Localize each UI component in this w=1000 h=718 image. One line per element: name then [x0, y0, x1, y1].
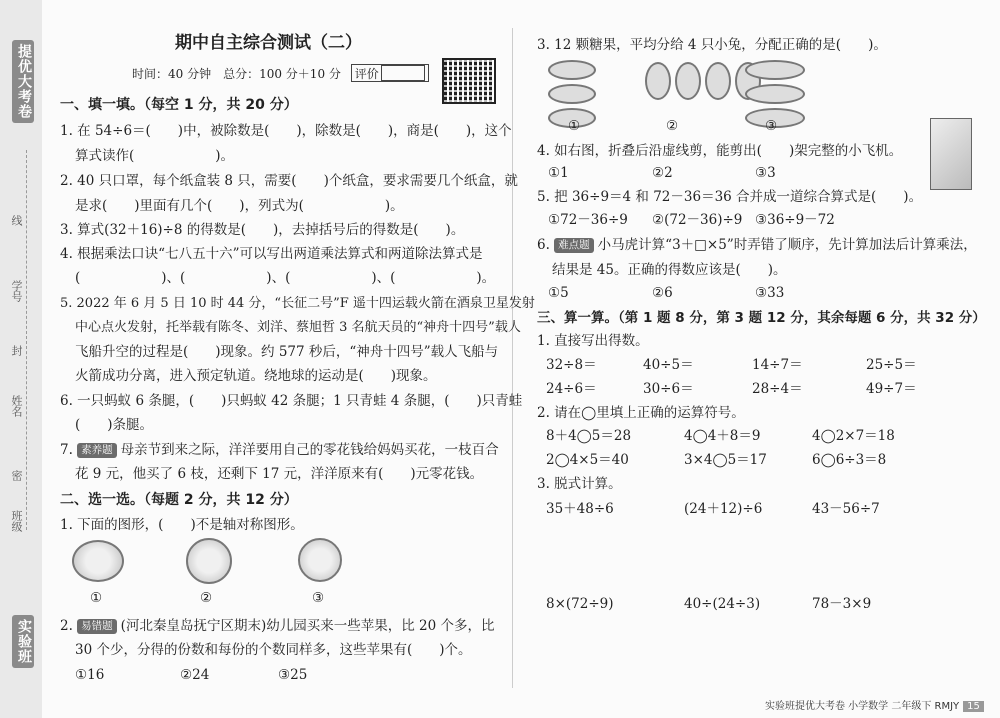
q1-line2: 算式读作( )。: [75, 148, 235, 164]
c4-option-3: ③3: [755, 165, 776, 181]
c1-option-3: ③: [312, 590, 325, 606]
q3: 3. 算式(32＋16)÷8 的得数是( )，去掉括号后的得数是( )。: [60, 222, 465, 238]
score-field: [381, 65, 425, 81]
q7-tag: 素养题: [77, 443, 117, 458]
folded-paper-plane-icon: [930, 118, 972, 190]
score-label: 评价: [354, 67, 379, 81]
mercedes-logo-icon: [186, 538, 232, 584]
c6-line1: [537, 237, 977, 253]
section-2-heading: 二、选一选。（每题 2 分，共 12 分）: [60, 492, 298, 508]
side-label-xuehao: 学号: [10, 280, 23, 302]
column-divider: [512, 28, 513, 688]
q7-text: 母亲节到来之际，洋洋要用自己的零花钱给妈妈买花，一枝百合: [120, 442, 499, 458]
d3-r2-c3: 78－3×9: [812, 596, 872, 612]
qr-code-icon: [442, 58, 496, 104]
page-title: 期中自主综合测试（二）: [175, 33, 362, 53]
section-3-heading: 三、算一算。（第 1 题 8 分，第 3 题 12 分，其余每题 6 分，共 32 分）: [537, 310, 986, 326]
q7-number: 7.: [60, 442, 78, 458]
q1-line1: 1. 在 54÷6＝( )中，被除数是( )，除数是( )，商是( )，这个: [60, 123, 512, 139]
c6-tag: 难点题: [554, 238, 594, 253]
d3-r2-c1: 8×(72÷9): [546, 596, 614, 612]
score-box: [351, 64, 429, 82]
c4-text: 4. 如右图，折叠后沿虚线剪，能剪出( )架完整的小飞机。: [537, 143, 903, 159]
c3-option-3: ③: [765, 118, 778, 134]
c4-option-2: ②2: [652, 165, 673, 181]
c2-number: 2.: [60, 618, 78, 634]
d2-r2-c2: 3×4◯5＝17: [684, 452, 767, 468]
c1-text: 1. 下面的图形，( )不是轴对称图形。: [60, 517, 304, 533]
q5-line4: 火箭成功分离，进入预定轨道。绕地球的运动是( )现象。: [75, 368, 437, 384]
d1-r2-c4: 49÷7＝: [866, 381, 917, 397]
q5-line1: 5. 2022 年 6 月 5 日 10 时 44 分，“长征二号”F 遥十四运载火箭在酒泉卫星发射: [60, 296, 535, 311]
c2-line1: [60, 618, 494, 634]
seal-line: [26, 150, 27, 530]
q6-line2: ( )条腿。: [75, 417, 154, 433]
d3-r1-c2: (24＋12)÷6: [684, 501, 763, 517]
c5-option-2: ②(72－36)÷9: [652, 212, 743, 228]
d1-r1-c4: 25÷5＝: [866, 357, 917, 373]
q7-line1: [60, 442, 499, 458]
q4-line1: 4. 根据乘法口诀“七八五十六”可以写出两道乘法算式和两道除法算式是: [60, 246, 483, 262]
q6-line1: 6. 一只蚂蚁 6 条腿，( )只蚂蚁 42 条腿；1 只青蛙 4 条腿，( )只青蛙: [60, 393, 523, 409]
c2-tag: 易错题: [77, 619, 117, 634]
c5-option-3: ③36÷9－72: [755, 212, 835, 228]
c6-line2: 结果是 45。正确的得数应该是( )。: [552, 262, 787, 278]
exam-meta: [132, 64, 429, 82]
side-label-xian: 线: [10, 215, 23, 226]
c6-option-1: ①5: [548, 285, 569, 301]
c2-option-1: ①16: [75, 667, 105, 683]
side-label-banji: 班级: [10, 510, 23, 532]
c2-text: (河北秦皇岛抚宁区期末)幼儿园买来一些苹果，比 20 个多，比: [120, 618, 495, 634]
c2-option-3: ③25: [278, 667, 308, 683]
d1-heading: 1. 直接写出得数。: [537, 333, 649, 349]
footer-text: 实验班提优大考卷 小学数学 二年级下 RMJY: [765, 701, 960, 712]
q4-line2: ( )、( )、( )、( )。: [75, 270, 496, 286]
d3-r1-c1: 35＋48÷6: [546, 501, 614, 517]
q5-line2: 中心点火发射，托举载有陈冬、刘洋、蔡旭哲 3 名航天员的“神舟十四号”载人: [75, 320, 521, 335]
d3-heading: 3. 脱式计算。: [537, 476, 622, 492]
c2-line2: 30 个少，分得的份数和每份的个数同样多，这些苹果有( )个。: [75, 642, 472, 658]
c6-text: 小马虎计算“3＋□×5”时弄错了顺序，先计算加法后计算乘法，: [597, 237, 977, 253]
page-footer: [765, 697, 984, 712]
toyota-logo-icon: [72, 540, 124, 582]
brand-logo-bottom: 实验班: [12, 615, 34, 668]
binding-strip: [0, 0, 42, 718]
d1-r2-c1: 24÷6＝: [546, 381, 597, 397]
d1-r1-c3: 14÷7＝: [752, 357, 803, 373]
c5-option-1: ①72－36÷9: [548, 212, 628, 228]
d1-r1-c2: 40÷5＝: [643, 357, 694, 373]
exam-meta-text: 时间：40 分钟 总分：100 分＋10 分: [132, 67, 341, 81]
q2-line2: 是求( )里面有几个( )，列式为( )。: [75, 198, 404, 214]
d2-r1-c3: 4◯2×7＝18: [812, 428, 895, 444]
c1-option-2: ②: [200, 590, 213, 606]
brand-logo-top: 提优大考卷: [12, 40, 34, 123]
emblem-logo-icon: [298, 538, 342, 582]
side-label-feng: 封: [10, 345, 23, 356]
q7-line2: 花 9 元，他买了 6 枝，还剩下 17 元，洋洋原来有( )元零花钱。: [75, 466, 484, 482]
c3-figure-2: [645, 62, 761, 100]
c4-option-1: ①1: [548, 165, 569, 181]
d2-r1-c2: 4◯4＋8＝9: [684, 428, 761, 444]
side-label-mi: 密: [10, 470, 23, 481]
c1-option-1: ①: [90, 590, 103, 606]
c5-text: 5. 把 36÷9＝4 和 72－36＝36 合并成一道综合算式是( )。: [537, 189, 923, 205]
q5-line3: 飞船升空的过程是( )现象。约 577 秒后，“神舟十四号”载人飞船与: [75, 344, 499, 360]
side-label-xingming: 姓名: [10, 395, 23, 417]
c6-number: 6.: [537, 237, 555, 253]
d1-r1-c1: 32÷8＝: [546, 357, 597, 373]
d2-r2-c1: 2◯4×5＝40: [546, 452, 629, 468]
d3-r1-c3: 43－56÷7: [812, 501, 880, 517]
section-1-heading: 一、填一填。（每空 1 分，共 20 分）: [60, 97, 298, 113]
d3-r2-c2: 40÷(24÷3): [684, 596, 761, 612]
c6-option-2: ②6: [652, 285, 673, 301]
d1-r2-c3: 28÷4＝: [752, 381, 803, 397]
d2-heading: 2. 请在◯里填上正确的运算符号。: [537, 405, 745, 421]
d2-r1-c1: 8＋4◯5＝28: [546, 428, 632, 444]
d2-r2-c3: 6◯6÷3＝8: [812, 452, 887, 468]
c3-option-1: ①: [568, 118, 581, 134]
q2-line1: 2. 40 只口罩，每个纸盒装 8 只，需要( )个纸盒，要求需要几个纸盒，就: [60, 173, 518, 189]
d1-r2-c2: 30÷6＝: [643, 381, 694, 397]
c2-option-2: ②24: [180, 667, 210, 683]
c3-option-2: ②: [666, 118, 679, 134]
c3-text: 3. 12 颗糖果，平均分给 4 只小兔，分配正确的是( )。: [537, 37, 887, 53]
c6-option-3: ③33: [755, 285, 785, 301]
page-number: 15: [963, 701, 984, 712]
